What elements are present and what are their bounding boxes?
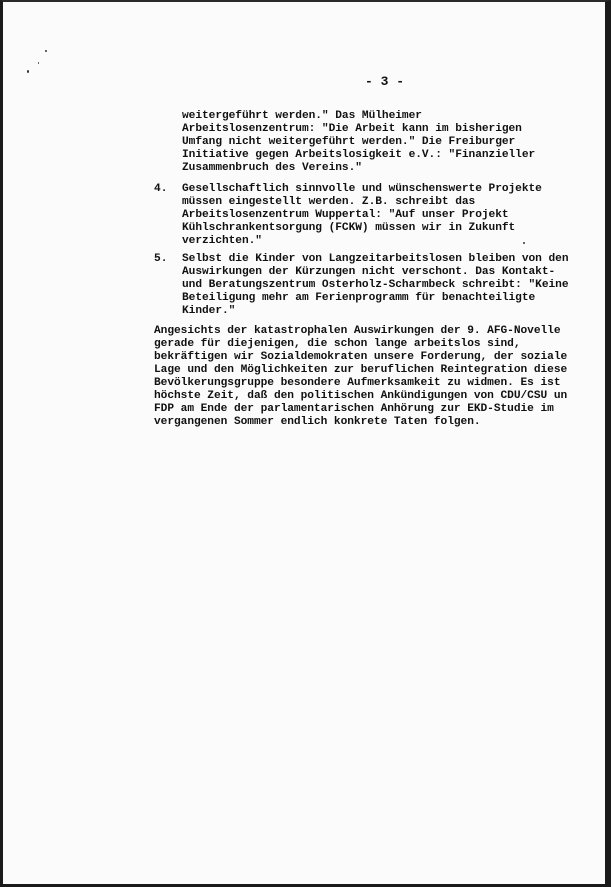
page-number: - 3 -: [365, 74, 405, 89]
scan-speck: [27, 70, 29, 73]
scan-speck: [523, 242, 525, 244]
continuation-paragraph: weitergeführt werden." Das Mülheimer Arbeitslosenzentrum: "Die Arbeit kann im bisherigen Umfang nicht weitergeführt werden." Die Freiburger Initiative gegen Arbeitslosigkeit e.V.: "Finanzieller Zusammenbruch des Vereins.": [182, 110, 536, 174]
closing-paragraph: Angesichts der katastrophalen Auswirkungen der 9. AFG-Novelle gerade für diejenigen, die schon lange arbeitslos sind, bekräftigen wir Sozialdemokraten unsere Forderung, der soziale Lage und den Möglichkeiten zur beruflichen Reintegration diese Bevölkerungsgruppe besondere Aufmerksamkeit zu widmen. Es ist höchste Zeit, daß den politischen Ankündigungen von CDU/CSU un FDP am Ende der parlamentarischen Anhörung zur EKD-Studie im vergangenen Sommer endlich konkrete Taten folgen.: [154, 325, 568, 428]
list-item-number-4: 4.: [154, 183, 168, 195]
scan-speck: [38, 62, 39, 64]
scan-speck: [45, 50, 47, 52]
list-item-text-4: Gesellschaftlich sinnvolle und wünschenswerte Projekte müssen eingestellt werden. Z.B. schreibt das Arbeitslosenzentrum Wuppertal: "Auf unser Projekt Kühlschrankentsorgung (FCKW) müssen wir in Zukunft verzichten.": [182, 183, 542, 247]
list-item-text-5: Selbst die Kinder von Langzeitarbeitslosen bleiben von den Auswirkungen der Kürzungen nicht verschont. Das Kontakt- und Beratungszentrum Osterholz-Scharmbeck schreibt: "Keine Beteiligung mehr am Ferienprogramm für benachteiligte Kinder.": [182, 253, 569, 317]
list-item-number-5: 5.: [154, 253, 168, 265]
